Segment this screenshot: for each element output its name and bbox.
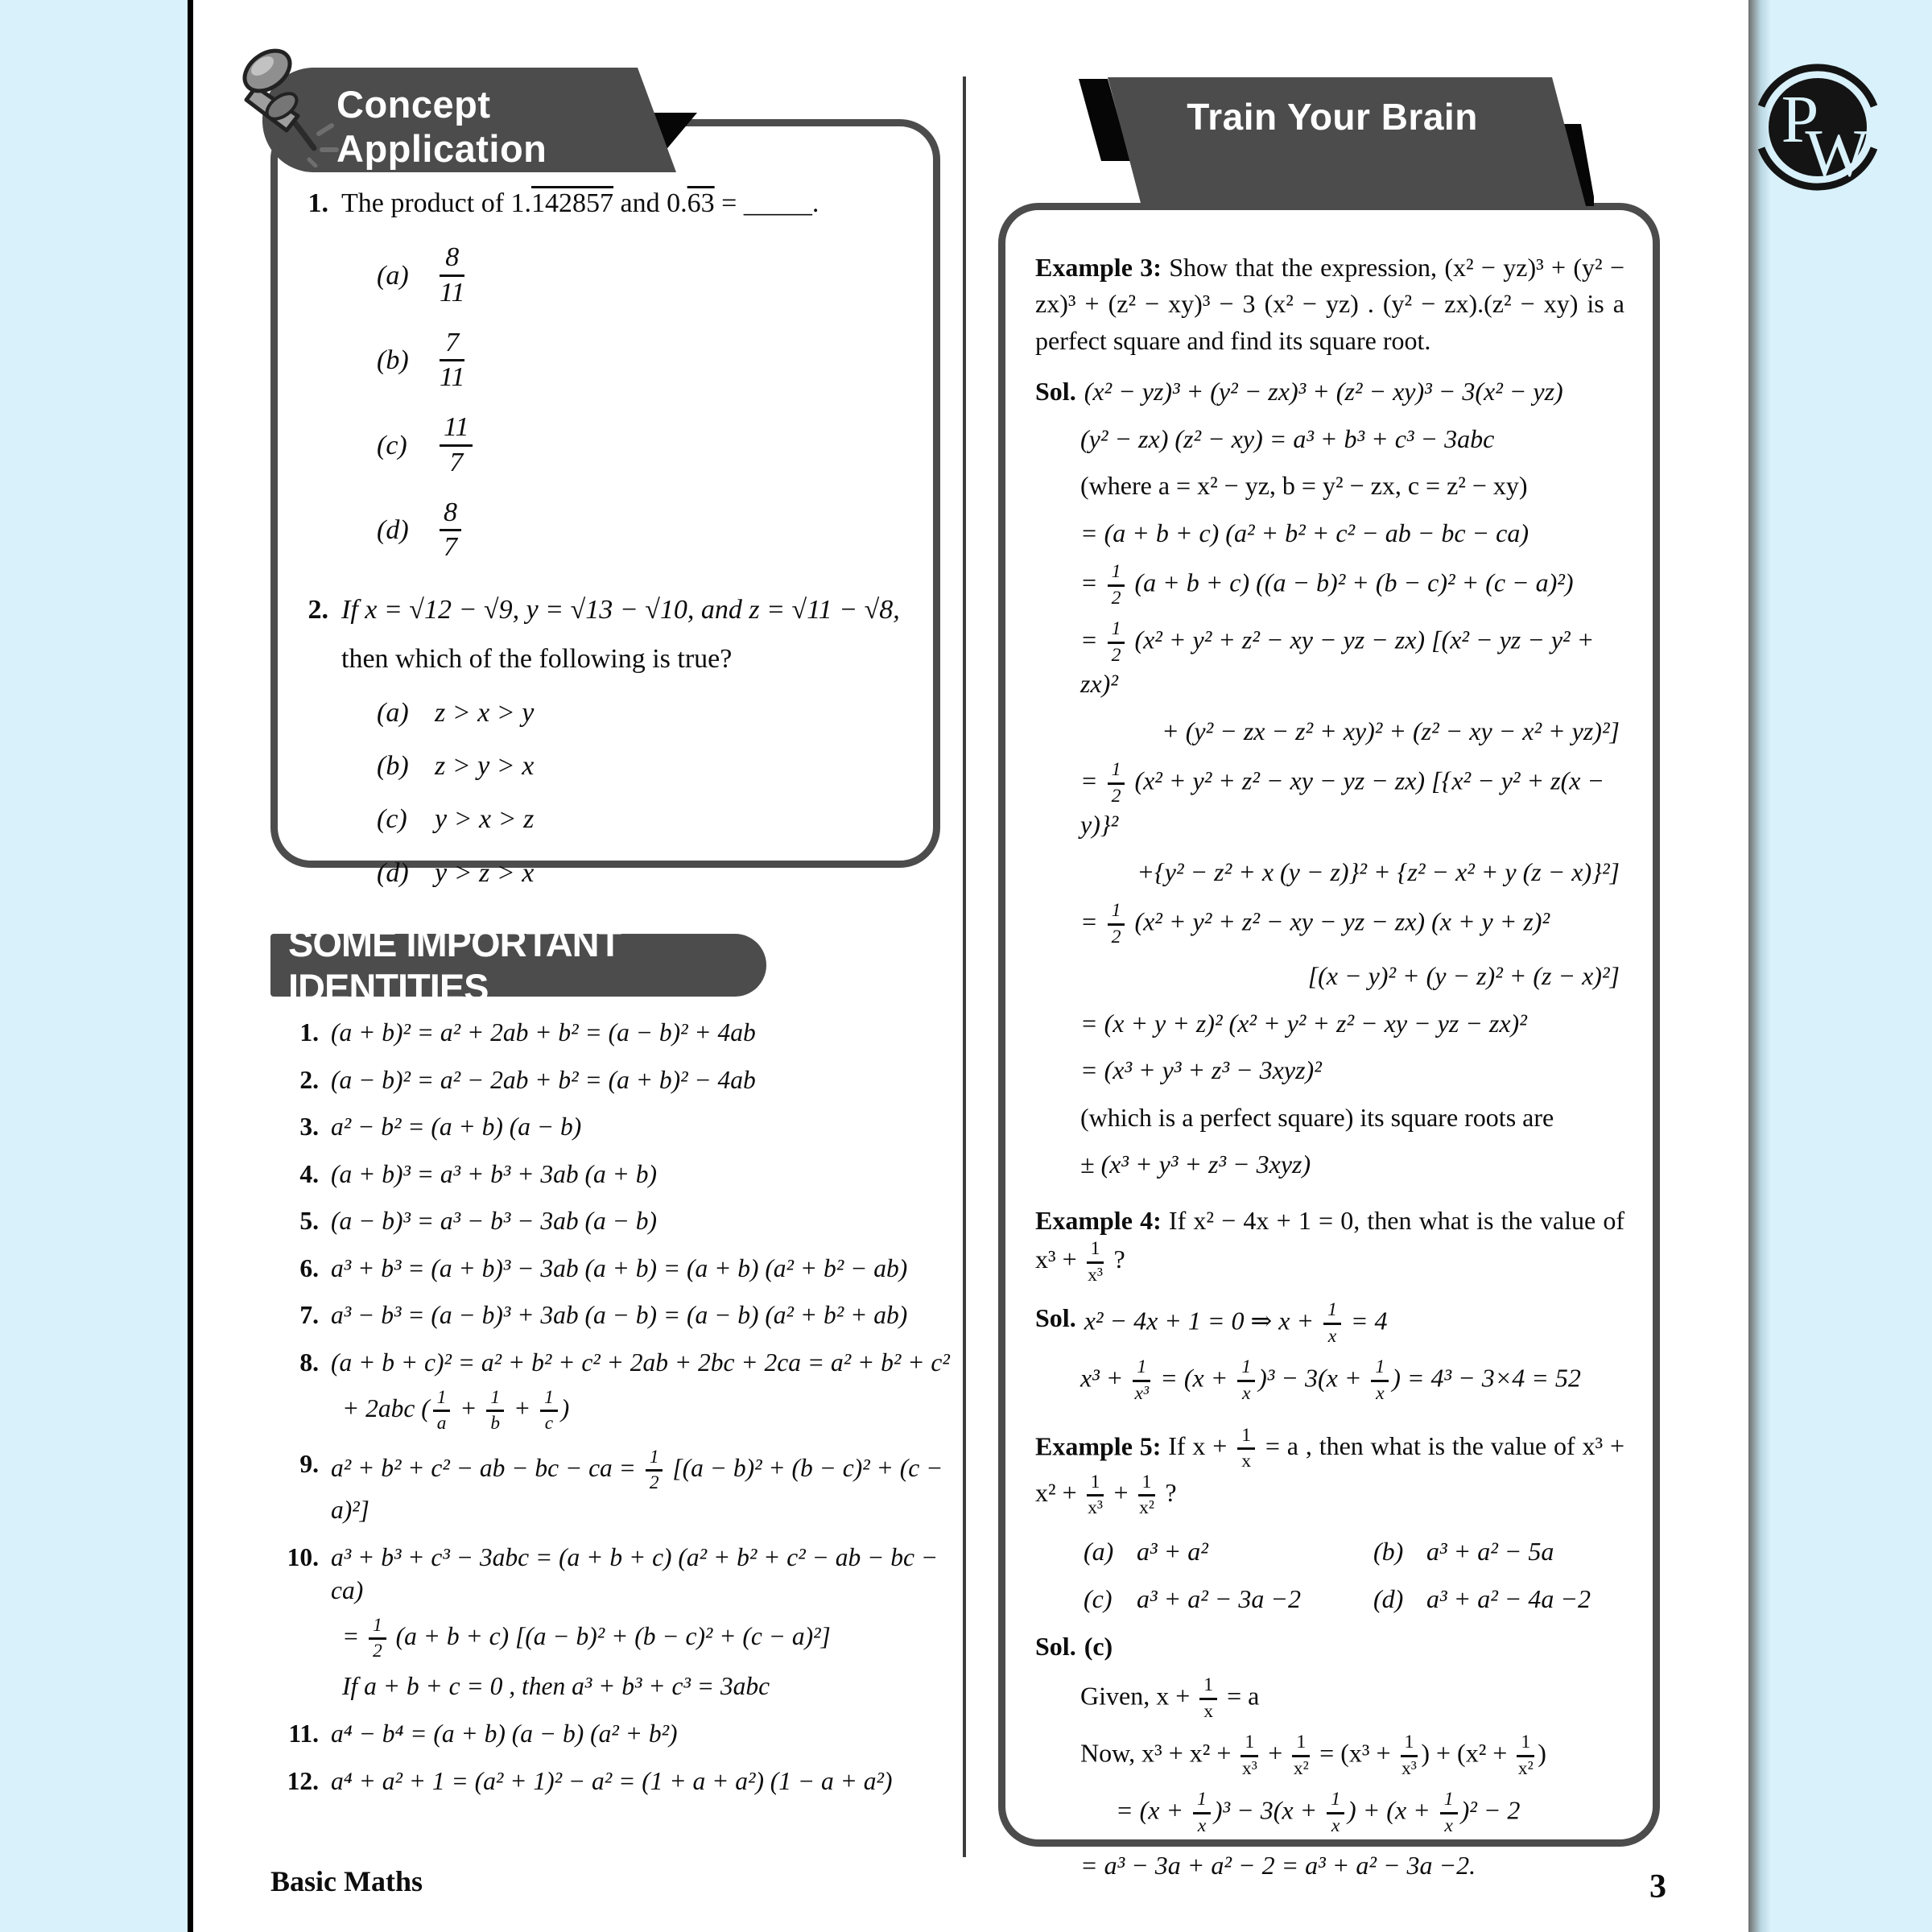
example-3-solution-line: = (x³ + y³ + z³ − 3xyz)²: [1080, 1055, 1322, 1085]
example-3-solution-line: (which is a perfect square) its square roots are: [1080, 1102, 1554, 1132]
question-1: [287, 184, 923, 223]
option-d-label: (d): [377, 857, 409, 888]
option-row: [377, 693, 923, 733]
example-3-solution-line: +{y² − z² + x (y − z)}² + {z² − x² + y (z − x)}²]: [1137, 857, 1620, 886]
option-c-value: y > x > z: [435, 804, 535, 835]
identity-item: 10. a³ + b³ + c³ − 3abc = (a + b + c) (a² + b² + c² − ab − bc − ca) = $\frac{1}{2}$ (a + b + c) [(a − b)² + (b − c)² + (c − a)²] If a + b + c = 0 , then a³ + b³ + c³ = 3abc: [287, 1542, 939, 1701]
identity-item: 1. (a + b)² = a² + 2ab + b² = (a − b)² + 4ab: [299, 1018, 756, 1046]
option-row: (a) a³ + a²: [1084, 1536, 1208, 1566]
option-a-label: (a): [377, 697, 409, 728]
example-3-solution-line: (where a = x² − yz, b = y² − zx, c = z² − xy): [1080, 471, 1528, 501]
question-2: [287, 590, 923, 893]
example-3-solution-line: = (x + y + z)² (x² + y² + z² − xy − yz − zx)²: [1080, 1008, 1527, 1038]
question-2-options: [377, 693, 923, 893]
example-5-options: [1084, 1534, 1624, 1618]
identities-banner: [270, 922, 766, 1009]
option-b-value: $\frac{7}{11}$: [440, 327, 465, 393]
pushpin-icon: [235, 42, 345, 167]
example-3-label: Example 3:: [1035, 253, 1162, 282]
option-d-value: $\frac{8}{7}$: [435, 498, 464, 563]
train-title: Train Your Brain: [1187, 96, 1478, 138]
logo-letter-p: P: [1781, 82, 1819, 157]
identity-item: 9. a² + b² + c² − ab − bc − ca = $\frac{1}{2}$ [(a − b)² + (b − c)² + (c − a)²]: [299, 1446, 943, 1525]
option-row: [377, 853, 923, 893]
identity-item: 7. a³ − b³ = (a − b)³ + 3ab (a − b) = (a − b) (a² + b² + ab): [299, 1301, 908, 1330]
option-a-value: $\frac{8}{11}$: [440, 242, 465, 308]
option-row: [377, 746, 923, 786]
option-row: (b) a³ + a² − 5a: [1373, 1536, 1554, 1566]
identity-item: 2. (a − b)² = a² − 2ab + b² = (a + b)² − 4ab: [299, 1065, 756, 1094]
example-5-solution-line: = a³ − 3a + a² − 2 = a³ + a² − 3a −2.: [1080, 1850, 1476, 1880]
example-3-solution-line: Sol. (x² − yz)³ + (y² − zx)³ + (z² − xy)³ − 3(x² − yz): [1035, 377, 1563, 407]
example-4-statement: Example 4: If x² − 4x + 1 = 0, then what is the value of x³ + $\frac{1}{\text{x³}}$ ?: [1035, 1205, 1625, 1286]
concept-content: [287, 184, 923, 906]
option-b-label: (b): [377, 345, 409, 376]
option-row: [377, 413, 923, 477]
concept-title: Concept Application: [336, 83, 547, 170]
example-5-answer: Sol. (c): [1035, 1631, 1113, 1661]
example-5-label: Example 5:: [1035, 1430, 1162, 1460]
logo-letter-w: W: [1805, 116, 1869, 191]
example-3-solution-line: + (y² − zx − z² + xy)² + (z² − xy − x² + yz)²]: [1162, 716, 1620, 745]
identity-item: 6. a³ + b³ = (a + b)³ − 3ab (a + b) = (a + b) (a² + b² − ab): [299, 1253, 908, 1282]
identities-title: SOME IMPORTANT IDENTITIES: [288, 922, 621, 1009]
option-d-label: (d): [377, 515, 409, 546]
option-b-value: z > y > x: [435, 750, 535, 781]
option-row: [377, 498, 923, 563]
identity-item: 12. a⁴ + a² + 1 = (a² + 1)² − a² = (1 + a + a²) (1 − a + a²): [287, 1766, 893, 1795]
footer-book-title: Basic Maths: [270, 1865, 423, 1897]
example-3-solution-line: ± (x³ + y³ + z³ − 3xyz): [1080, 1150, 1311, 1179]
example-3-solution-line: = $\frac{1}{2}$ (x² + y² + z² − xy − yz − zx) (x + y + z)²: [1080, 900, 1550, 947]
option-a-value: z > x > y: [435, 697, 535, 728]
option-c-value: $\frac{11}{7}$: [435, 413, 476, 477]
train-content: [1035, 250, 1624, 1894]
option-c-label: (c): [377, 804, 407, 835]
page-right-shadow: [1748, 0, 1771, 1932]
identity-item: 3. a² − b² = (a + b) (a − b): [299, 1113, 582, 1141]
example-3-solution-line: = $\frac{1}{2}$ (x² + y² + z² − xy − yz − zx) [(x² − yz − y² + zx)²: [1080, 618, 1595, 699]
option-d-value: y > z > x: [435, 857, 535, 888]
option-row: (d) a³ + a² − 4a −2: [1373, 1584, 1591, 1614]
question-2-line1: If x = √12 − √9, y = √13 − √10, and z = √11 − √8,: [341, 595, 900, 625]
question-1-options: [377, 243, 923, 563]
option-row: [377, 799, 923, 839]
example-3-solution-line: [(x − y)² + (y − z)² + (z − x)²]: [1307, 961, 1620, 991]
page-left-edge-line: [188, 0, 193, 1932]
option-row: (c) a³ + a² − 3a −2: [1084, 1584, 1301, 1614]
option-a-label: (a): [377, 260, 409, 291]
example-4-label: Example 4:: [1035, 1205, 1162, 1235]
example-3-statement: Example 3: Show that the expression, (x² − yz)³ + (y² − zx)³ + (z² − xy)³ − 3 (x² − yz) . (y² − zx).(z² − xy) is a perfect square and find its square root.: [1035, 253, 1625, 355]
identity-item: 8. (a + b + c)² = a² + b² + c² + 2ab + 2bc + 2ca = a² + b² + c² + 2abc ( $\frac{1}{a}$ + $\frac{1}{b}$ + $\frac{1}{c}$ ): [299, 1348, 950, 1434]
page-number: 3: [1649, 1868, 1666, 1905]
question-2-line2: then which of the following is true?: [341, 644, 733, 675]
question-1-number: 1.: [308, 188, 328, 218]
identity-item: 4. (a + b)³ = a³ + b³ + 3ab (a + b): [299, 1159, 657, 1188]
option-b-label: (b): [377, 750, 409, 781]
example-4-solution-line: x³ + $\frac{1}{\text{x³}}$ = (x + $\frac{1}{x}$ )³ − 3(x + $\frac{1}{x}$ ) = 4³ − 3×4 = 52: [1080, 1356, 1581, 1404]
question-2-number: 2.: [308, 595, 328, 625]
option-row: [377, 328, 923, 393]
question-1-text: The product of 1.142857 and 0.63 = _____.: [341, 188, 819, 218]
identity-item: 11. a⁴ − b⁴ = (a + b) (a − b) (a² + b²): [288, 1719, 678, 1748]
identity-item: 5. (a − b)³ = a³ − b³ − 3ab (a − b): [299, 1207, 657, 1236]
option-c-label: (c): [377, 430, 407, 460]
option-row: [377, 243, 923, 308]
example-3-solution-line: = $\frac{1}{2}$ (a + b + c) ((a − b)² + (b − c)² + (c − a)²): [1080, 561, 1574, 609]
example-3-solution-line: = $\frac{1}{2}$ (x² + y² + z² − xy − yz − zx) [{x² − y² + z(x − y)}²: [1080, 759, 1605, 840]
example-5-solution-line: Given, x + $\frac{1}{x}$ = a: [1080, 1674, 1260, 1722]
example-5-statement: Example 5: If x + $\frac{1}{x}$ = a , then what is the value of x³ + x² + $\frac{1}{\text{x³}}$ + $\frac{1}{\text{x²}}$ ?: [1035, 1424, 1625, 1519]
example-3-solution-line: = (a + b + c) (a² + b² + c² − ab − bc − ca): [1080, 518, 1529, 547]
pw-logo: [1752, 53, 1885, 202]
example-5-solution-line: Now, x³ + x² + $\frac{1}{\text{x³}}$ + $\frac{1}{\text{x²}}$ = (x³ + $\frac{1}{\text{x³}}$ ) + (x² + $\frac{1}{\text{x²}}$ ): [1080, 1732, 1546, 1779]
example-4-solution-line: Sol. x² − 4x + 1 = 0 ⇒ x + $\frac{1}{x}$ = 4: [1035, 1299, 1388, 1347]
example-3-solution-line: (y² − zx) (z² − xy) = a³ + b³ + c³ − 3abc: [1080, 423, 1495, 453]
identities-list: [270, 1016, 968, 1811]
example-5-solution-line: = (x + $\frac{1}{x}$ )³ − 3(x + $\frac{1}{x}$ ) + (x + $\frac{1}{x}$ )² − 2: [1116, 1789, 1521, 1837]
